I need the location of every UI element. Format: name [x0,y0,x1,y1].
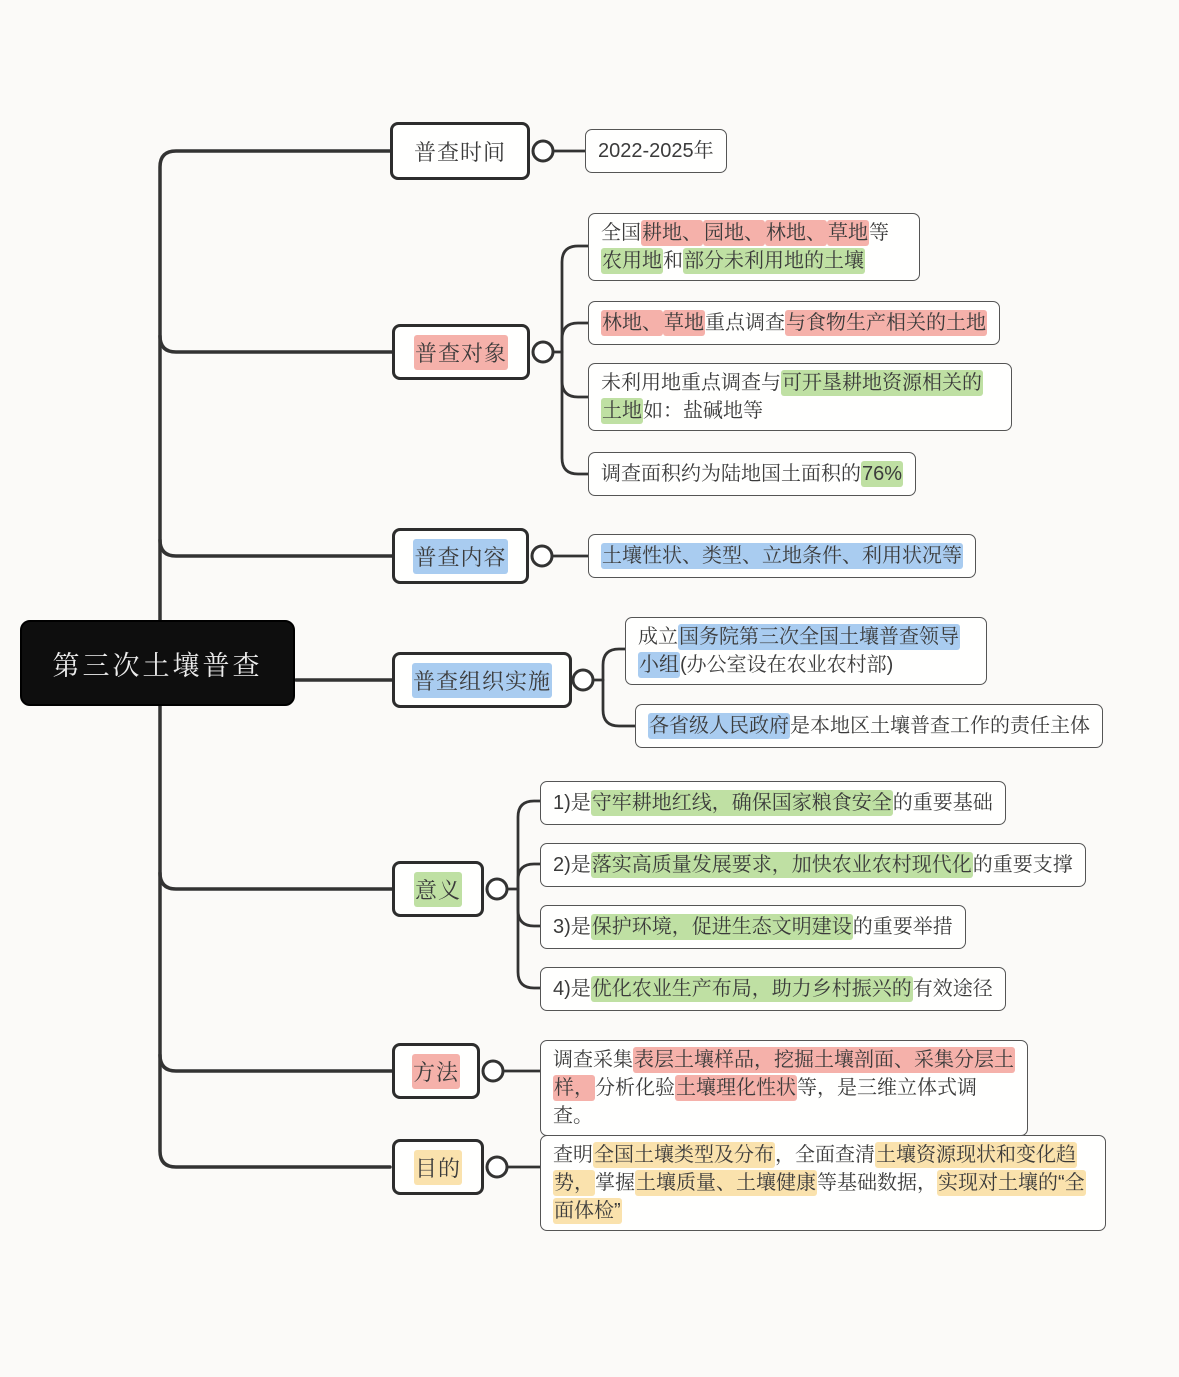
branch-node-object [392,324,530,380]
link-org-c2 [603,680,635,726]
link-meaning-c1 [507,801,540,889]
meaning-child-3 [540,905,966,949]
link-meaning-c4 [518,889,540,988]
text-run: 与食物生产相关的土地 [786,312,986,334]
branch-line-object [160,336,392,352]
text-run: 普查时间 [413,139,506,165]
method-child-node [540,1040,1028,1136]
text-run: 落实高质量发展要求，加快农业农村现代化 [591,854,972,876]
root-node [20,620,295,706]
text-run: 各省级人民政府 [649,715,789,737]
branch-node-org [392,652,572,708]
text-run: 重点调查 [705,312,785,334]
junction-circle-meaning [487,879,507,899]
branch-line-meaning [160,873,392,889]
object-child-2 [588,301,1000,345]
link-object-c1 [553,246,588,352]
text-run: 优化农业生产布局，助力乡村振兴的 [591,978,912,1000]
link-object-c4 [562,352,588,474]
link-meaning-c3 [518,889,540,926]
text-run: 4)是 [553,978,591,1000]
root-label: 第三次土壤普查 [52,650,263,681]
text-run: 可开垦耕地资源相关的土地 [602,372,982,422]
text-run: 国务院第三次全国土壤普查领导小组 [639,626,959,676]
text-run: 1)是 [553,792,591,814]
text-run: 农用地 [602,250,662,272]
junction-circle-object [533,342,553,362]
text-run: 分析化验 [595,1077,675,1099]
text-run: 林地、 [602,312,662,334]
junction-circle-method [483,1061,503,1081]
branch-line-method [160,1055,392,1071]
text-run: 园地、 [704,222,764,244]
object-child-4 [588,452,916,496]
junction-circle-purpose [487,1157,507,1177]
text-run: 目的 [414,1150,462,1185]
text-run: 方法 [412,1054,460,1089]
meaning-child-1 [540,781,1006,825]
branch-node-method [392,1043,480,1099]
branch-node-content [392,528,529,584]
text-run: 有效途径 [912,978,993,1000]
junction-circle-time [533,141,553,161]
meaning-child-4 [540,967,1006,1011]
purpose-child-node [540,1135,1106,1231]
junction-circle-content [532,546,552,566]
text-run: (办公室设在农业农村部) [680,654,894,676]
text-run: 调查面积约为陆地国土面积的 [601,463,861,485]
text-run: 等基础数据， [817,1172,937,1194]
text-run: 3)是 [553,916,591,938]
junction-circle-org [573,670,593,690]
text-run: 2022-2025年 [598,140,714,162]
text-run: 草地 [828,222,868,244]
text-run: 2)是 [553,854,591,876]
text-run: 未利用地重点调查与 [601,372,781,394]
text-run: 是本地区土壤普查工作的责任主体 [790,715,1090,737]
text-run: 查明 [553,1144,593,1166]
org-child-2 [635,704,1103,748]
text-run: 等，是三维立体式调查。 [553,1077,977,1127]
text-run: 和 [663,250,683,272]
content-child-node [588,534,976,578]
text-run: 土壤资源现状和变化趋势， [554,1144,1076,1194]
text-run: 等 [869,222,889,244]
branch-node-purpose [392,1139,484,1195]
object-child-1 [588,213,920,281]
text-run: 普查内容 [413,539,507,574]
text-run: 全国土壤类型及分布 [594,1144,774,1166]
text-run: 普查组织实施 [412,663,552,698]
text-run: 保护环境，促进生态文明建设 [591,916,852,938]
object-child-3 [588,363,1012,431]
text-run: 的重要举措 [852,916,953,938]
time-child-node [585,129,727,173]
meaning-child-2 [540,843,1086,887]
branch-line-content [160,540,392,556]
branch-node-time [390,122,530,180]
text-run: 的重要基础 [892,792,993,814]
link-org-c1 [593,649,625,680]
text-run: 表层土壤样品，挖掘土壤剖面、采集分层土样， [554,1049,1014,1099]
text-run: 普查对象 [414,335,508,370]
text-run: 全国 [601,222,641,244]
link-meaning-c2 [518,864,540,889]
org-child-1 [625,617,987,685]
text-run: 部分未利用地的土壤 [684,250,864,272]
text-run: 土壤理化性状 [676,1077,796,1099]
text-run: 耕地、 [642,222,702,244]
text-run: 意义 [414,872,462,907]
text-run: 土壤性状、类型、立地条件、利用状况等 [602,545,962,567]
text-run: 成立 [638,626,678,648]
text-run: 如：盐碱地等 [643,400,763,422]
text-run: ，全面查清 [775,1144,875,1166]
link-object-c2 [562,323,588,352]
text-run: 掌握 [595,1172,635,1194]
text-run: 调查采集 [553,1049,633,1071]
text-run: 76% [862,463,903,485]
text-run: 的重要支撑 [972,854,1073,876]
text-run: 实现对土壤的“全面体检” [554,1172,1085,1222]
text-run: 草地 [664,312,704,334]
text-run: 林地、 [766,222,826,244]
link-object-c3 [562,352,588,397]
text-run: 守牢耕地红线，确保国家粮食安全 [591,792,892,814]
text-run: 土壤质量、土壤健康 [636,1172,816,1194]
branch-node-meaning [392,861,484,917]
